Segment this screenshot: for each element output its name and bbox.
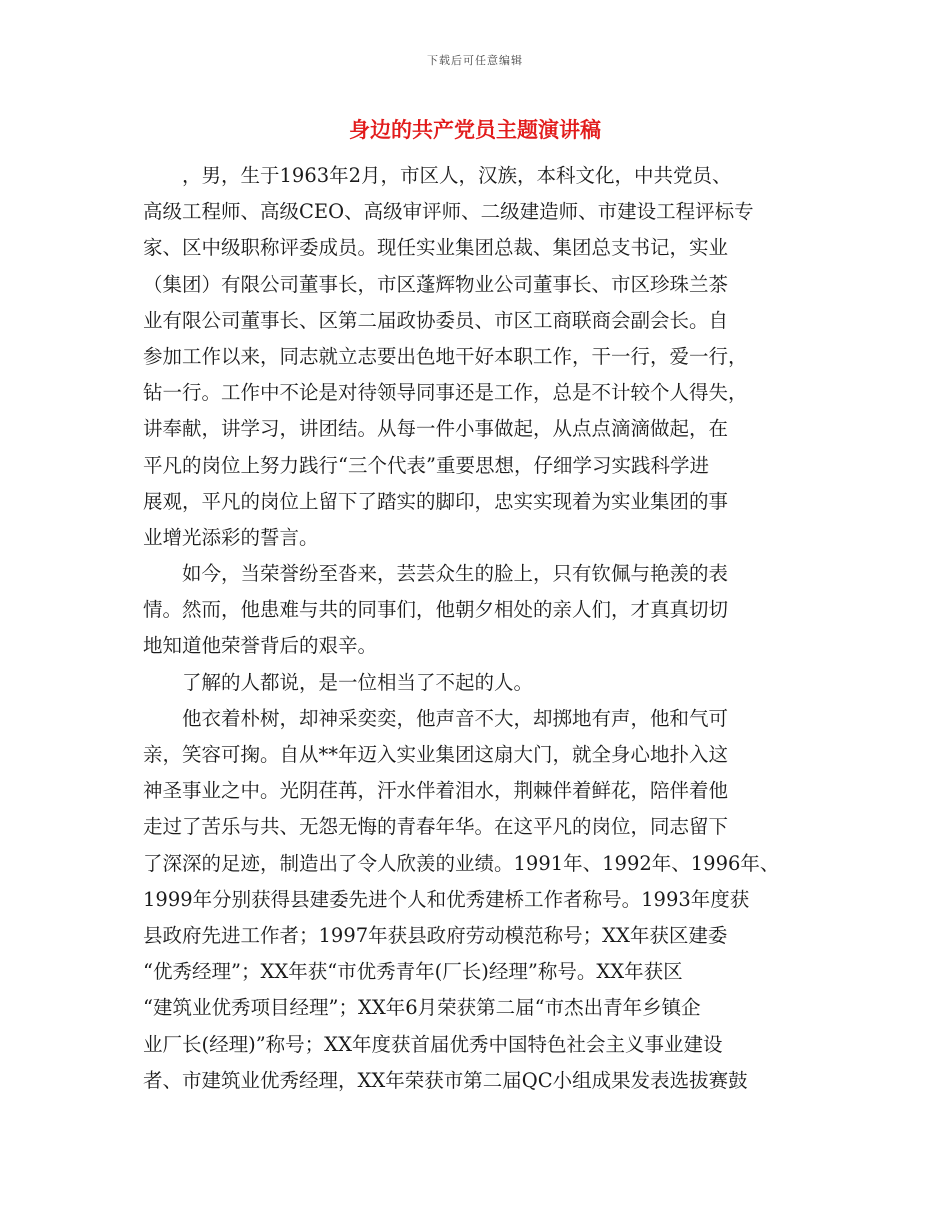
document-title: 身边的共产党员主题演讲稿 <box>349 118 601 142</box>
text-line: 了解的人都说，是一位相当了不起的人。 <box>143 670 534 694</box>
text-line: 走过了苦乐与共、无怨无悔的青春年华。在这平凡的岗位，同志留下 <box>143 815 729 839</box>
text-line: 如今，当荣誉纷至沓来，芸芸众生的脸上，只有钦佩与艳羡的表 <box>143 562 729 586</box>
text-line: 他衣着朴树，却神采奕奕，他声音不大，却掷地有声，他和气可 <box>143 706 729 730</box>
text-line: 情。然而，他患难与共的同事们，他朝夕相处的亲人们，才真真切切 <box>143 598 729 622</box>
text-line: 钻一行。工作中不论是对待领导同事还是工作，总是不计较个人得失， <box>143 381 748 405</box>
text-line: （集团）有限公司董事长，市区蓬辉物业公司董事长、市区珍珠兰茶 <box>143 272 729 296</box>
text-line: 了深深的足迹，制造出了令人欣羡的业绩。1991年、1992年、1996年、 <box>143 851 780 875</box>
text-line: 平凡的岗位上努力践行“三个代表”重要思想，仔细学习实践科学进 <box>143 453 709 477</box>
text-line: 县政府先进工作者；1997年获县政府劳动模范称号；XX年获区建委 <box>143 923 728 947</box>
text-line: 业厂长(经理)”称号；XX年度获首届优秀中国特色社会主义事业建设 <box>143 1032 723 1056</box>
text-line: 讲奉献，讲学习，讲团结。从每一件小事做起，从点点滴滴做起，在 <box>143 417 729 441</box>
text-line: “建筑业优秀项目经理”；XX年6月荣获第二届“市杰出青年乡镇企 <box>143 996 701 1020</box>
text-line: 地知道他荣誉背后的艰辛。 <box>143 634 378 658</box>
text-line: 业有限公司董事长、区第二届政协委员、市区工商联商会副会长。自 <box>143 308 729 332</box>
text-line: 高级工程师、高级CEO、高级审评师、二级建造师、市建设工程评标专 <box>143 200 754 224</box>
text-line: 展观，平凡的岗位上留下了踏实的脚印，忠实实现着为实业集团的事 <box>143 489 729 513</box>
text-line: 业增光添彩的誓言。 <box>143 525 319 549</box>
text-line: 家、区中级职称评委成员。现任实业集团总裁、集团总支书记，实业 <box>143 236 729 260</box>
text-line: 1999年分别获得县建委先进个人和优秀建桥工作者称号。1993年度获 <box>143 887 750 911</box>
text-line: 参加工作以来，同志就立志要出色地干好本职工作，干一行，爱一行， <box>143 344 748 368</box>
document-body <box>143 158 809 1099</box>
text-line: “优秀经理”；XX年获“市优秀青年(厂长)经理”称号。XX年获区 <box>143 960 683 984</box>
text-line: 亲，笑容可掬。自从**年迈入实业集团这扇大门，就全身心地扑入这 <box>143 743 729 766</box>
text-line: ，男，生于1963年2月，市区人，汉族，本科文化，中共党员、 <box>143 164 732 187</box>
page-header-note: 下载后可任意编辑 <box>427 54 523 67</box>
text-line: 者、市建筑业优秀经理，XX年荣获市第二届QC小组成果发表选拔赛鼓 <box>143 1068 748 1092</box>
text-line: 神圣事业之中。光阴荏苒，汗水伴着泪水，荆棘伴着鲜花，陪伴着他 <box>143 779 729 803</box>
